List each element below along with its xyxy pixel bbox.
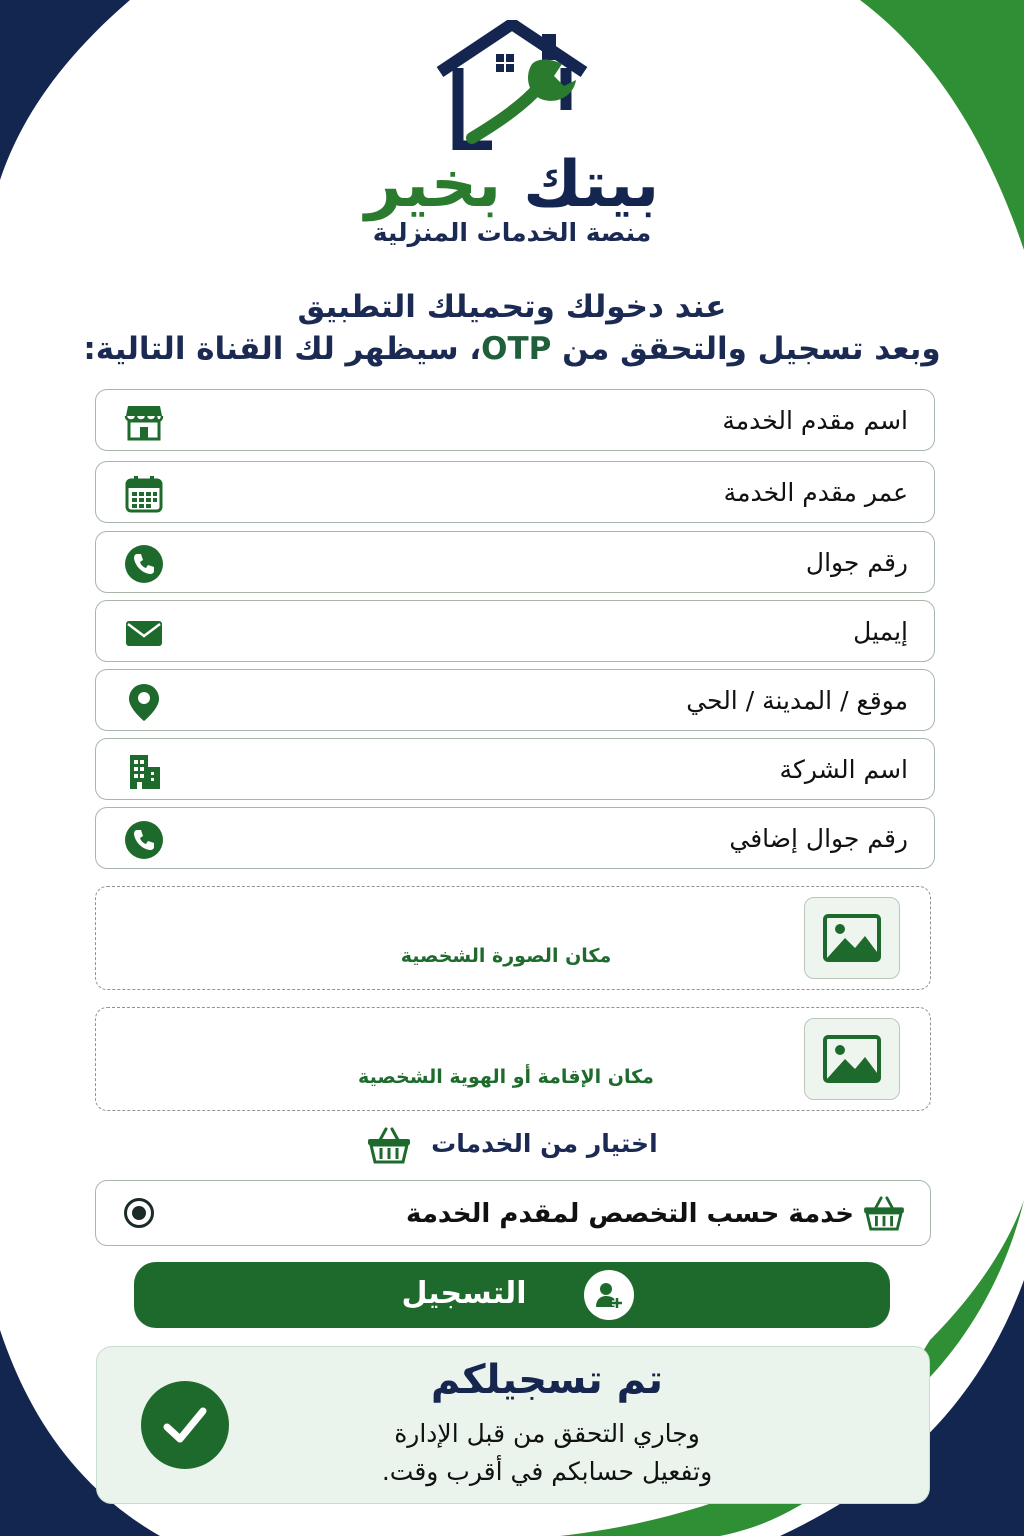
field-label: رقم جوال إضافي [729,824,908,853]
field-label: إيميل [853,617,908,646]
upload-label: مكان الصورة الشخصية [400,945,612,967]
mail-icon [124,613,164,653]
register-button-label: التسجيل [401,1276,527,1311]
store-icon [124,402,164,442]
location-pin-icon [124,682,164,722]
provider-age-field[interactable] [95,461,935,523]
personal-photo-upload[interactable] [95,886,931,990]
field-label: اسم الشركة [779,755,908,784]
brand-name-part2: بخير [364,148,501,222]
calendar-icon [124,474,164,514]
intro-line2 [60,328,964,370]
phone-icon [124,820,164,860]
intro-line1: عند دخولك وتحميلك التطبيق [297,289,727,325]
add-user-icon [584,1270,634,1320]
company-name-field[interactable] [95,738,935,800]
intro-otp: OTP [481,331,552,367]
field-label: موقع / المدينة / الحي [686,686,908,715]
checkmark-icon [141,1381,229,1469]
phone-icon [124,544,164,584]
success-line1: وجاري التحقق من قبل الإدارة [394,1419,700,1448]
basket-icon [366,1126,412,1164]
id-document-upload[interactable] [95,1007,931,1111]
services-title-text: اختيار من الخدمات [431,1129,658,1158]
building-icon [124,751,164,791]
service-option-label: خدمة حسب التخصص لمقدم الخدمة [406,1199,854,1229]
brand-name [0,150,1024,220]
upload-label: مكان الإقامة أو الهوية الشخصية [358,1066,654,1088]
location-field[interactable] [95,669,935,731]
success-line2: وتفعيل حسابكم في أقرب وقت. [381,1457,713,1486]
intro-text [60,286,964,370]
success-description [247,1415,847,1491]
success-title: تم تسجيلكم [430,1357,664,1403]
brand-tagline: منصة الخدمات المنزلية [372,218,652,247]
intro-line2-prefix: وبعد تسجيل والتحقق من [551,331,941,367]
email-field[interactable] [95,600,935,662]
phone-field[interactable] [95,531,935,593]
services-title [0,1126,1024,1164]
field-label: اسم مقدم الخدمة [722,406,908,435]
brand-name-part1: بيتك [523,148,660,222]
house-wrench-logo-icon [432,20,592,150]
service-radio-button[interactable] [124,1198,154,1228]
registration-success-card [96,1346,930,1504]
intro-line2-suffix: ، سيظهر لك القناة التالية: [83,331,482,367]
field-label: رقم جوال [805,548,908,577]
provider-name-field[interactable] [95,389,935,451]
field-label: عمر مقدم الخدمة [723,478,908,507]
service-option[interactable] [95,1180,931,1246]
extra-phone-field[interactable] [95,807,935,869]
register-button[interactable] [134,1262,890,1328]
basket-icon [862,1195,906,1231]
